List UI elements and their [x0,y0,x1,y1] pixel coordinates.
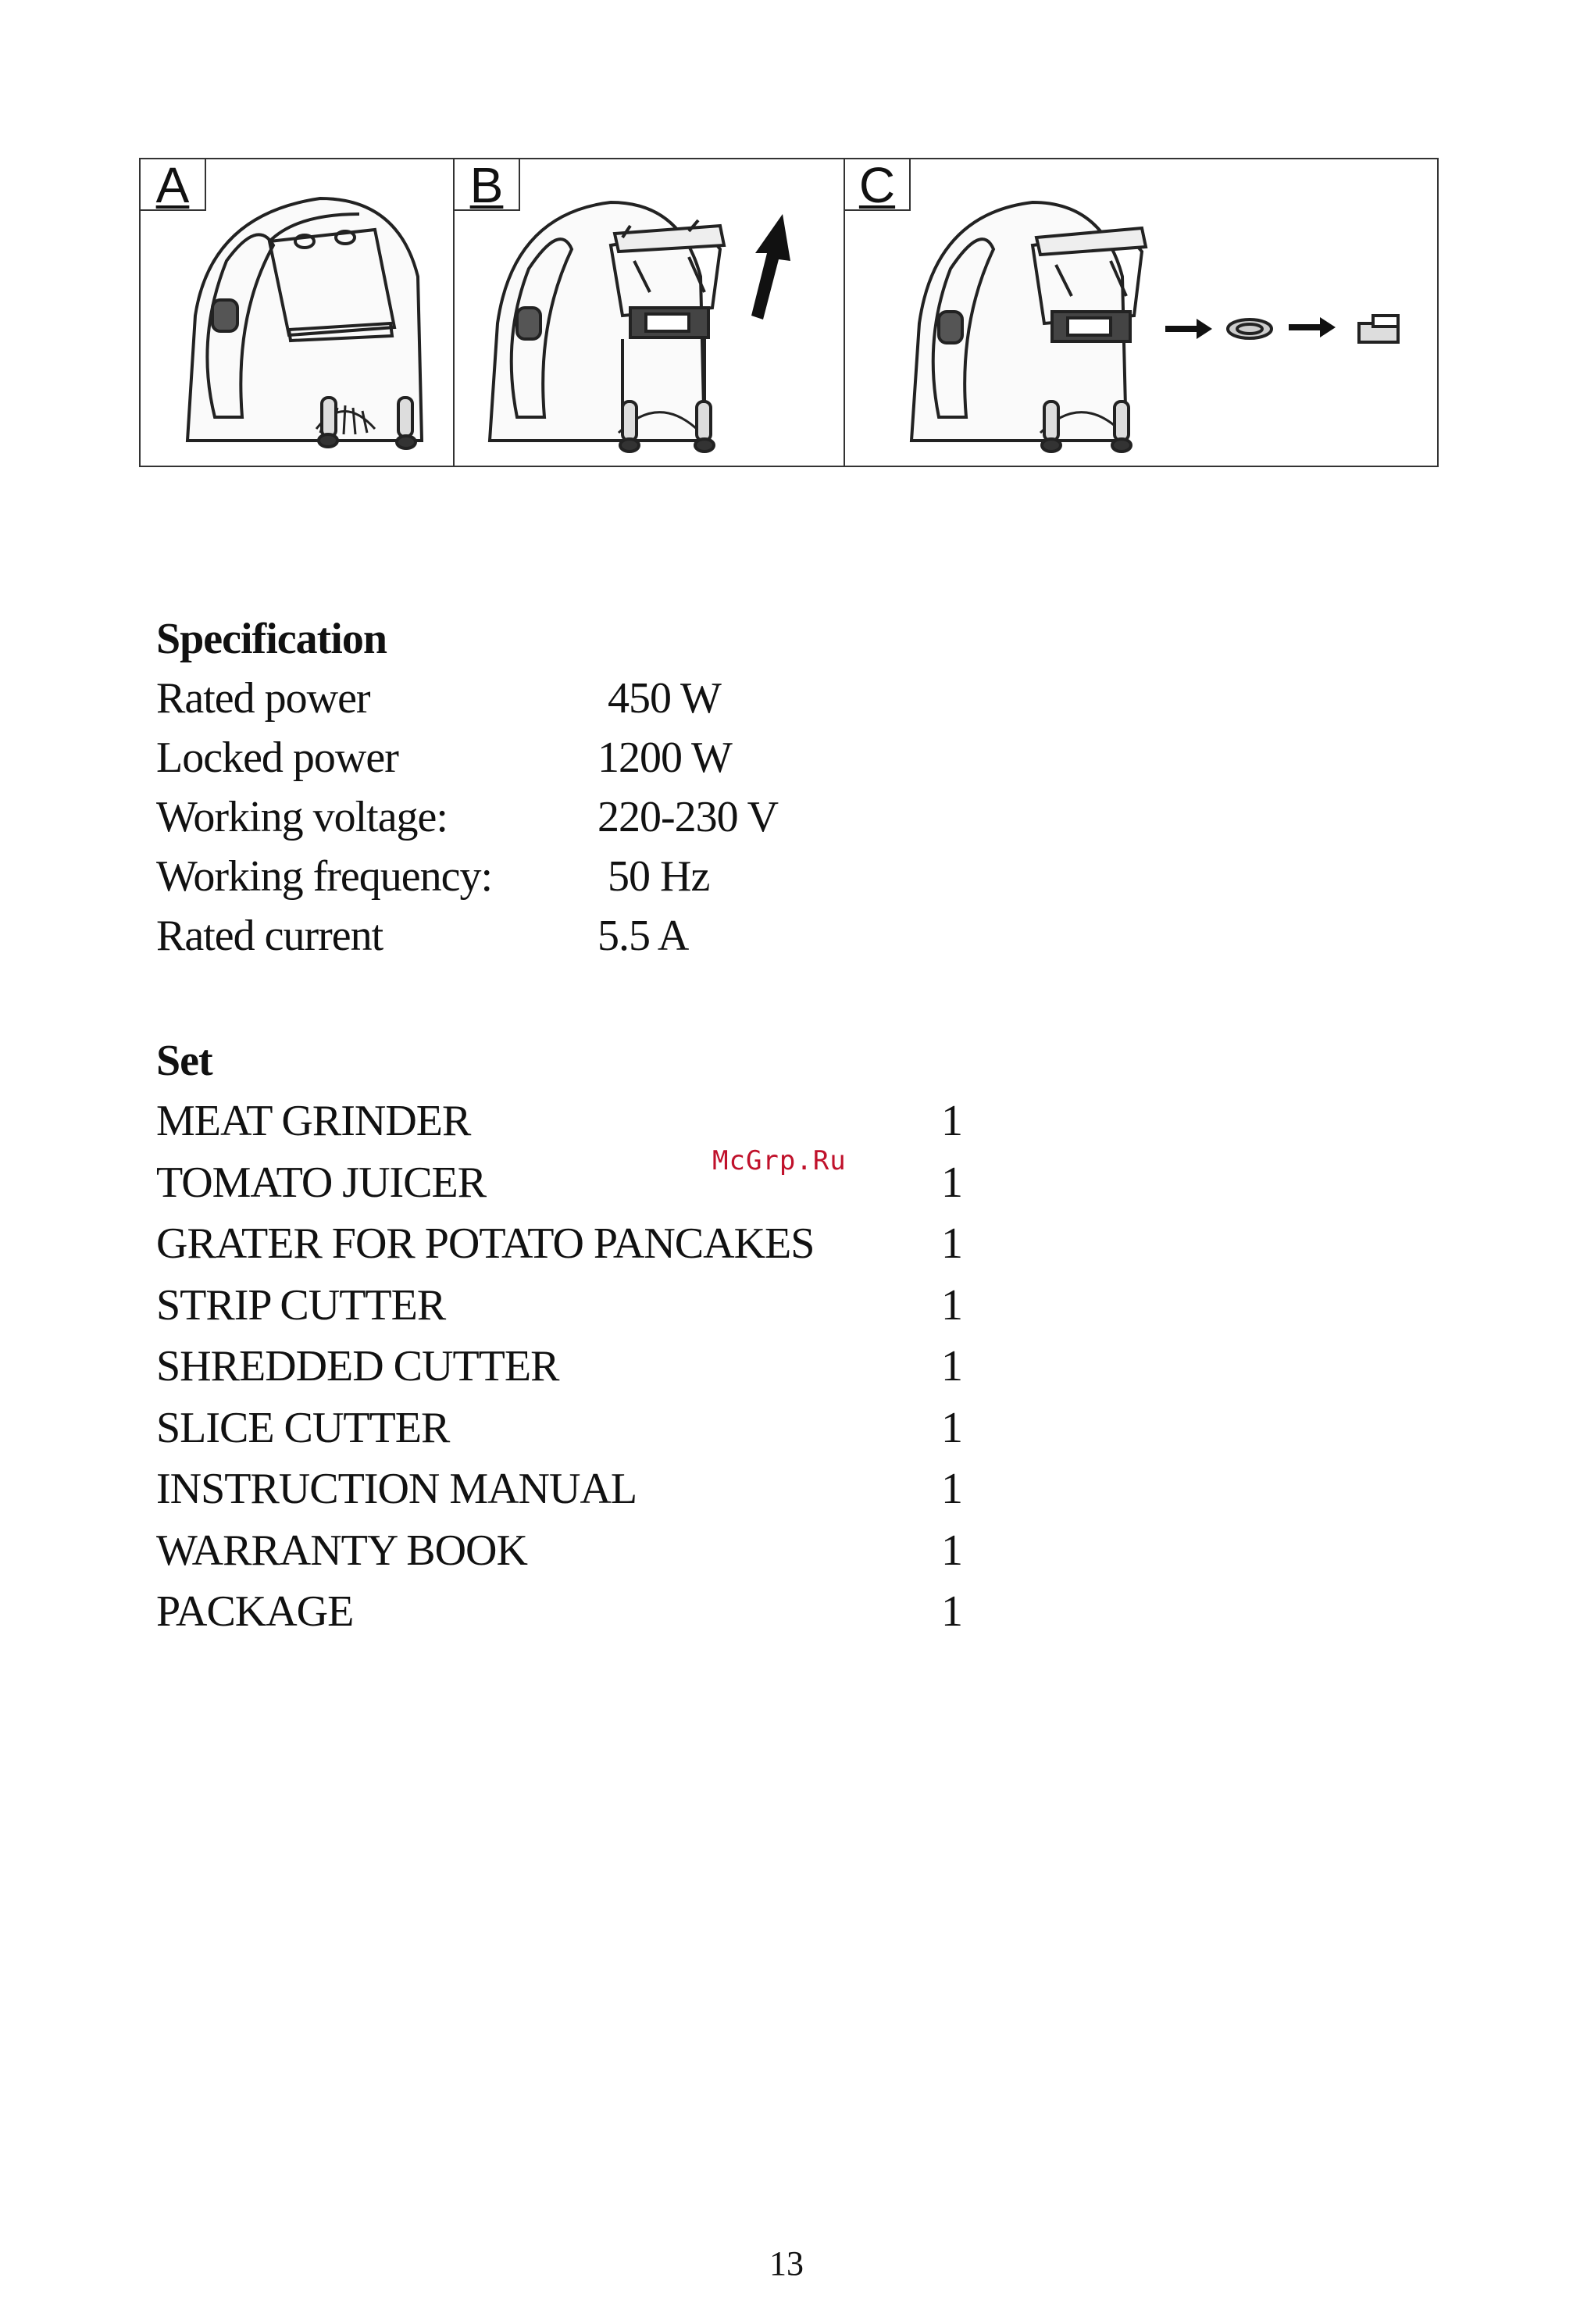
spec-label: Rated current [156,912,383,960]
set-item-qty: 1 [941,1280,962,1330]
set-item [156,1398,1093,1459]
panel-label-b: B [455,159,520,211]
set-item-name: WARRANTY BOOK [156,1526,527,1575]
set-item [156,1458,1093,1520]
spec-value: 1200 W [597,734,732,782]
arrow-up-icon [751,214,790,320]
page-number: 13 [769,2244,804,2283]
figure-panel-c [844,159,1437,466]
spec-row [156,906,1093,966]
set-item [156,1213,1093,1275]
spec-label: Locked power [156,734,398,782]
arrow-right-icon [1165,319,1212,339]
set-item-name: SHREDDED CUTTER [156,1342,559,1390]
spec-value: 450 W [597,674,721,723]
spec-label: Rated power [156,674,370,723]
set-item [156,1152,1093,1214]
spec-row [156,669,1093,728]
spec-row [156,847,1093,906]
set-item [156,1336,1093,1398]
set-item [156,1091,1093,1152]
set-title: Set [156,1037,212,1085]
figure-strip [139,158,1439,467]
appliance-cover-open-icon [455,159,845,469]
specification-section [156,609,1093,966]
panel-label-c: C [845,159,911,211]
set-item-qty: 1 [941,1158,962,1207]
appliance-attachments-removed-icon [845,159,1439,469]
set-item-qty: 1 [941,1219,962,1268]
spec-row [156,728,1093,787]
set-item-qty: 1 [941,1526,962,1575]
set-item-qty: 1 [941,1465,962,1513]
spec-row [156,787,1093,847]
watermark: McGrp.Ru [712,1145,847,1176]
set-item [156,1520,1093,1582]
panel-label-a: A [141,159,206,211]
grinding-disc-icon [1228,320,1272,338]
spec-label: Working voltage: [156,793,448,841]
set-item-name: GRATER FOR POTATO PANCAKES [156,1219,815,1268]
specification-title: Specification [156,615,387,663]
set-item [156,1581,1093,1643]
arrow-right-icon [1289,317,1336,337]
set-item-name: STRIP CUTTER [156,1280,446,1330]
set-item-qty: 1 [941,1342,962,1390]
spec-value: 220-230 V [597,793,779,841]
set-item-qty: 1 [941,1097,962,1145]
set-item-name: MEAT GRINDER [156,1097,471,1145]
spec-value: 5.5 A [597,912,689,960]
set-item-name: SLICE CUTTER [156,1403,450,1452]
blade-icon [1359,316,1398,342]
set-item [156,1275,1093,1337]
set-item-name: INSTRUCTION MANUAL [156,1465,637,1513]
set-item-qty: 1 [941,1587,962,1636]
spec-label: Working frequency: [156,852,492,901]
set-item-qty: 1 [941,1403,962,1452]
set-item-name: PACKAGE [156,1587,354,1636]
figure-panel-a [141,159,453,466]
figure-panel-b [453,159,844,466]
set-item-name: TOMATO JUICER [156,1158,487,1207]
spec-value: 50 Hz [597,852,710,901]
set-section [156,1031,1093,1643]
appliance-front-icon [141,159,453,469]
